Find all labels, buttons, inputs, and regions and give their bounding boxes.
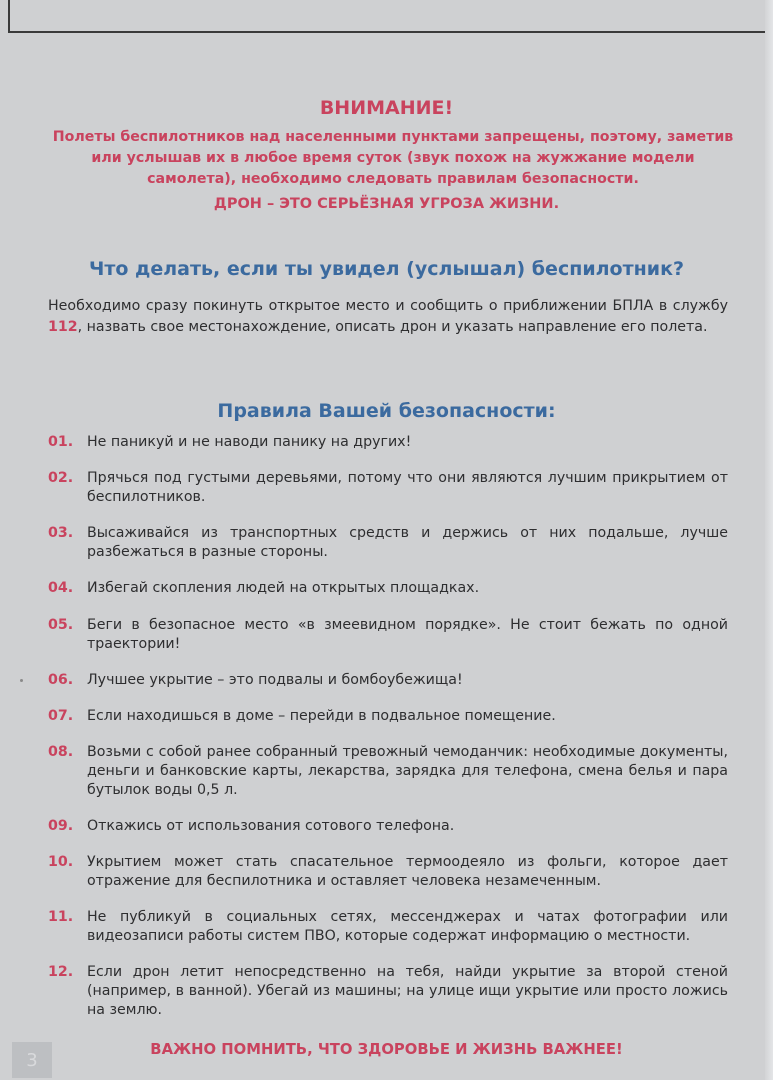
- rules-heading: Правила Вашей безопасности:: [217, 400, 556, 422]
- rule-item: [48, 469, 728, 507]
- rule-text: Беги в безопасное место «в змеевидном порядке». Не стоит бежать по одной траектории!: [87, 617, 728, 652]
- page-top-rule: [8, 31, 765, 33]
- rule-item: [48, 908, 728, 946]
- warning-title: ВНИМАНИЕ!: [319, 97, 454, 119]
- rule-text: Возьми с собой ранее собранный тревожный чемоданчик: необходимые документы, деньги и банковские карты, лекарства, зарядка для телефона, смена белья и пара бутылок воды 0,5 л.: [87, 744, 728, 798]
- rule-number: 04.: [48, 580, 74, 596]
- rule-item: [48, 524, 728, 562]
- rule-text: Если находишься в доме – перейди в подвальное помещение.: [87, 708, 556, 724]
- rule-number: 10.: [48, 854, 74, 870]
- what-to-do-heading: Что делать, если ты увидел (услышал) беспилотник?: [89, 258, 684, 280]
- warning-slogan: ДРОН – ЭТО СЕРЬЁЗНАЯ УГРОЗА ЖИЗНИ.: [213, 196, 560, 212]
- rule-number: 03.: [48, 525, 74, 541]
- rule-number: 11.: [48, 909, 74, 925]
- page-number: 3: [12, 1042, 52, 1078]
- rule-text: Избегай скопления людей на открытых площадках.: [87, 580, 480, 596]
- rule-text: Откажись от использования сотового телефона.: [87, 818, 455, 834]
- rule-text: Если дрон летит непосредственно на тебя, найди укрытие за второй стеной (например, в ванной). Убегай из машины; на улице ищи укрытие или просто ложись на землю.: [87, 964, 728, 1018]
- rule-text: Не публикуй в социальных сетях, мессенджерах и чатах фотографии или видеозаписи работы систем ПВО, которые содержат информацию о местности.: [87, 909, 728, 944]
- rule-text: Не паникуй и не наводи панику на других!: [87, 434, 412, 450]
- rule-item: [48, 671, 728, 690]
- rule-number: 12.: [48, 964, 74, 980]
- rule-item: [48, 707, 728, 726]
- rule-number: 08.: [48, 744, 74, 760]
- intro-text-before: Необходимо сразу покинуть открытое место и сообщить о приближении БПЛА в службу: [48, 298, 728, 314]
- rule-item: [48, 817, 728, 836]
- rule-item: [48, 743, 728, 800]
- rule-text: Прячься под густыми деревьями, потому что они являются лучшим прикрытием от беспилотников.: [87, 470, 728, 505]
- page-right-edge: [765, 0, 773, 1080]
- rule-item: [48, 963, 728, 1020]
- page-corner-mark-vertical: [8, 0, 10, 33]
- rule-item: [48, 853, 728, 891]
- rule-number: 01.: [48, 434, 74, 450]
- rule-number: 07.: [48, 708, 74, 724]
- intro-text-after: , назвать свое местонахождение, описать дрон и указать направление его полета.: [77, 319, 708, 335]
- rule-item: [48, 616, 728, 654]
- rule-number: 09.: [48, 818, 74, 834]
- rule-text: Высаживайся из транспортных средств и держись от них подальше, лучше разбежаться в разные стороны.: [87, 525, 728, 560]
- emergency-number: 112: [48, 319, 78, 335]
- rule-text: Укрытием может стать спасательное термоодеяло из фольги, которое дает отражение для беспилотника и оставляет человека незамеченным.: [87, 854, 728, 889]
- rule-number: 05.: [48, 617, 74, 633]
- footer-slogan: ВАЖНО ПОМНИТЬ, ЧТО ЗДОРОВЬЕ И ЖИЗНЬ ВАЖНЕЕ!: [150, 1041, 623, 1058]
- rule-item: [48, 579, 728, 598]
- what-to-do-text: [48, 296, 728, 338]
- scan-speck: [20, 679, 23, 682]
- warning-text: Полеты беспилотников над населенными пунктами запрещены, поэтому, заметив или услышав их в любое время суток (звук похож на жужжание модели самолета), необходимо следовать правилам безопасности.: [52, 129, 734, 187]
- rule-number: 02.: [48, 470, 74, 486]
- rule-item: [48, 433, 728, 452]
- rule-text: Лучшее укрытие – это подвалы и бомбоубежища!: [87, 672, 463, 688]
- rule-number: 06.: [48, 672, 74, 688]
